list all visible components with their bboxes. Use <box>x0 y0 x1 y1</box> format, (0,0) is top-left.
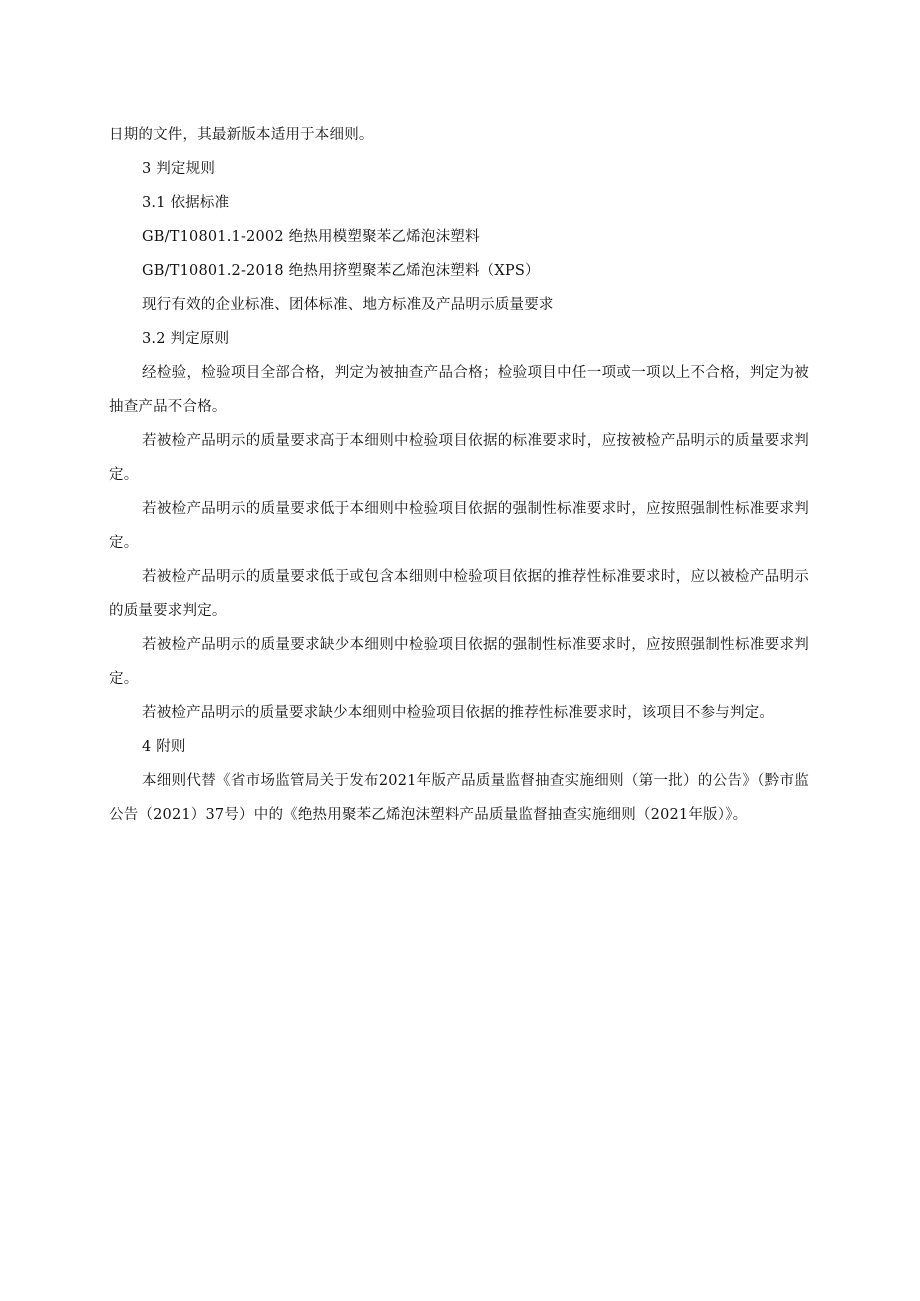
continuation-line: 日期的文件，其最新版本适用于本细则。 <box>109 127 374 143</box>
principle-paragraph: 经检验，检验项目全部合格，判定为被抽查产品合格；检验项目中任一项或一项以上不合格，判定为被抽查产品不合格。 <box>109 365 809 415</box>
principle-paragraph: 若被检产品明示的质量要求高于本细则中检验项目依据的标准要求时，应按被检产品明示的质量要求判定。 <box>109 433 809 483</box>
subsection-heading-principles: 3.2 判定原则 <box>142 331 230 347</box>
section-heading-judgment-rules: 3 判定规则 <box>142 161 216 177</box>
principle-paragraph: 若被检产品明示的质量要求缺少本细则中检验项目依据的推荐性标准要求时，该项目不参与判定。 <box>142 705 775 721</box>
standard-item: 现行有效的企业标准、团体标准、地方标准及产品明示质量要求 <box>142 297 554 313</box>
standard-item: GB/T10801.1-2002 绝热用模塑聚苯乙烯泡沫塑料 <box>142 229 480 245</box>
appendix-paragraph: 本细则代替《省市场监管局关于发布2021年版产品质量监督抽查实施细则（第一批）的公告》（黔市监公告（2021）37号）中的《绝热用聚苯乙烯泡沫塑料产品质量监督抽查实施细则（2021年版）》。 <box>109 773 809 823</box>
principle-paragraph: 若被检产品明示的质量要求低于或包含本细则中检验项目依据的推荐性标准要求时，应以被检产品明示的质量要求判定。 <box>109 569 809 619</box>
principle-paragraph: 若被检产品明示的质量要求低于本细则中检验项目依据的强制性标准要求时，应按照强制性标准要求判定。 <box>109 501 809 551</box>
principle-paragraph: 若被检产品明示的质量要求缺少本细则中检验项目依据的强制性标准要求时，应按照强制性标准要求判定。 <box>109 637 809 687</box>
document-page <box>109 118 809 832</box>
section-heading-appendix: 4 附则 <box>142 739 186 755</box>
subsection-heading-standards: 3.1 依据标准 <box>142 195 230 211</box>
standard-item: GB/T10801.2-2018 绝热用挤塑聚苯乙烯泡沫塑料（XPS） <box>142 263 540 279</box>
